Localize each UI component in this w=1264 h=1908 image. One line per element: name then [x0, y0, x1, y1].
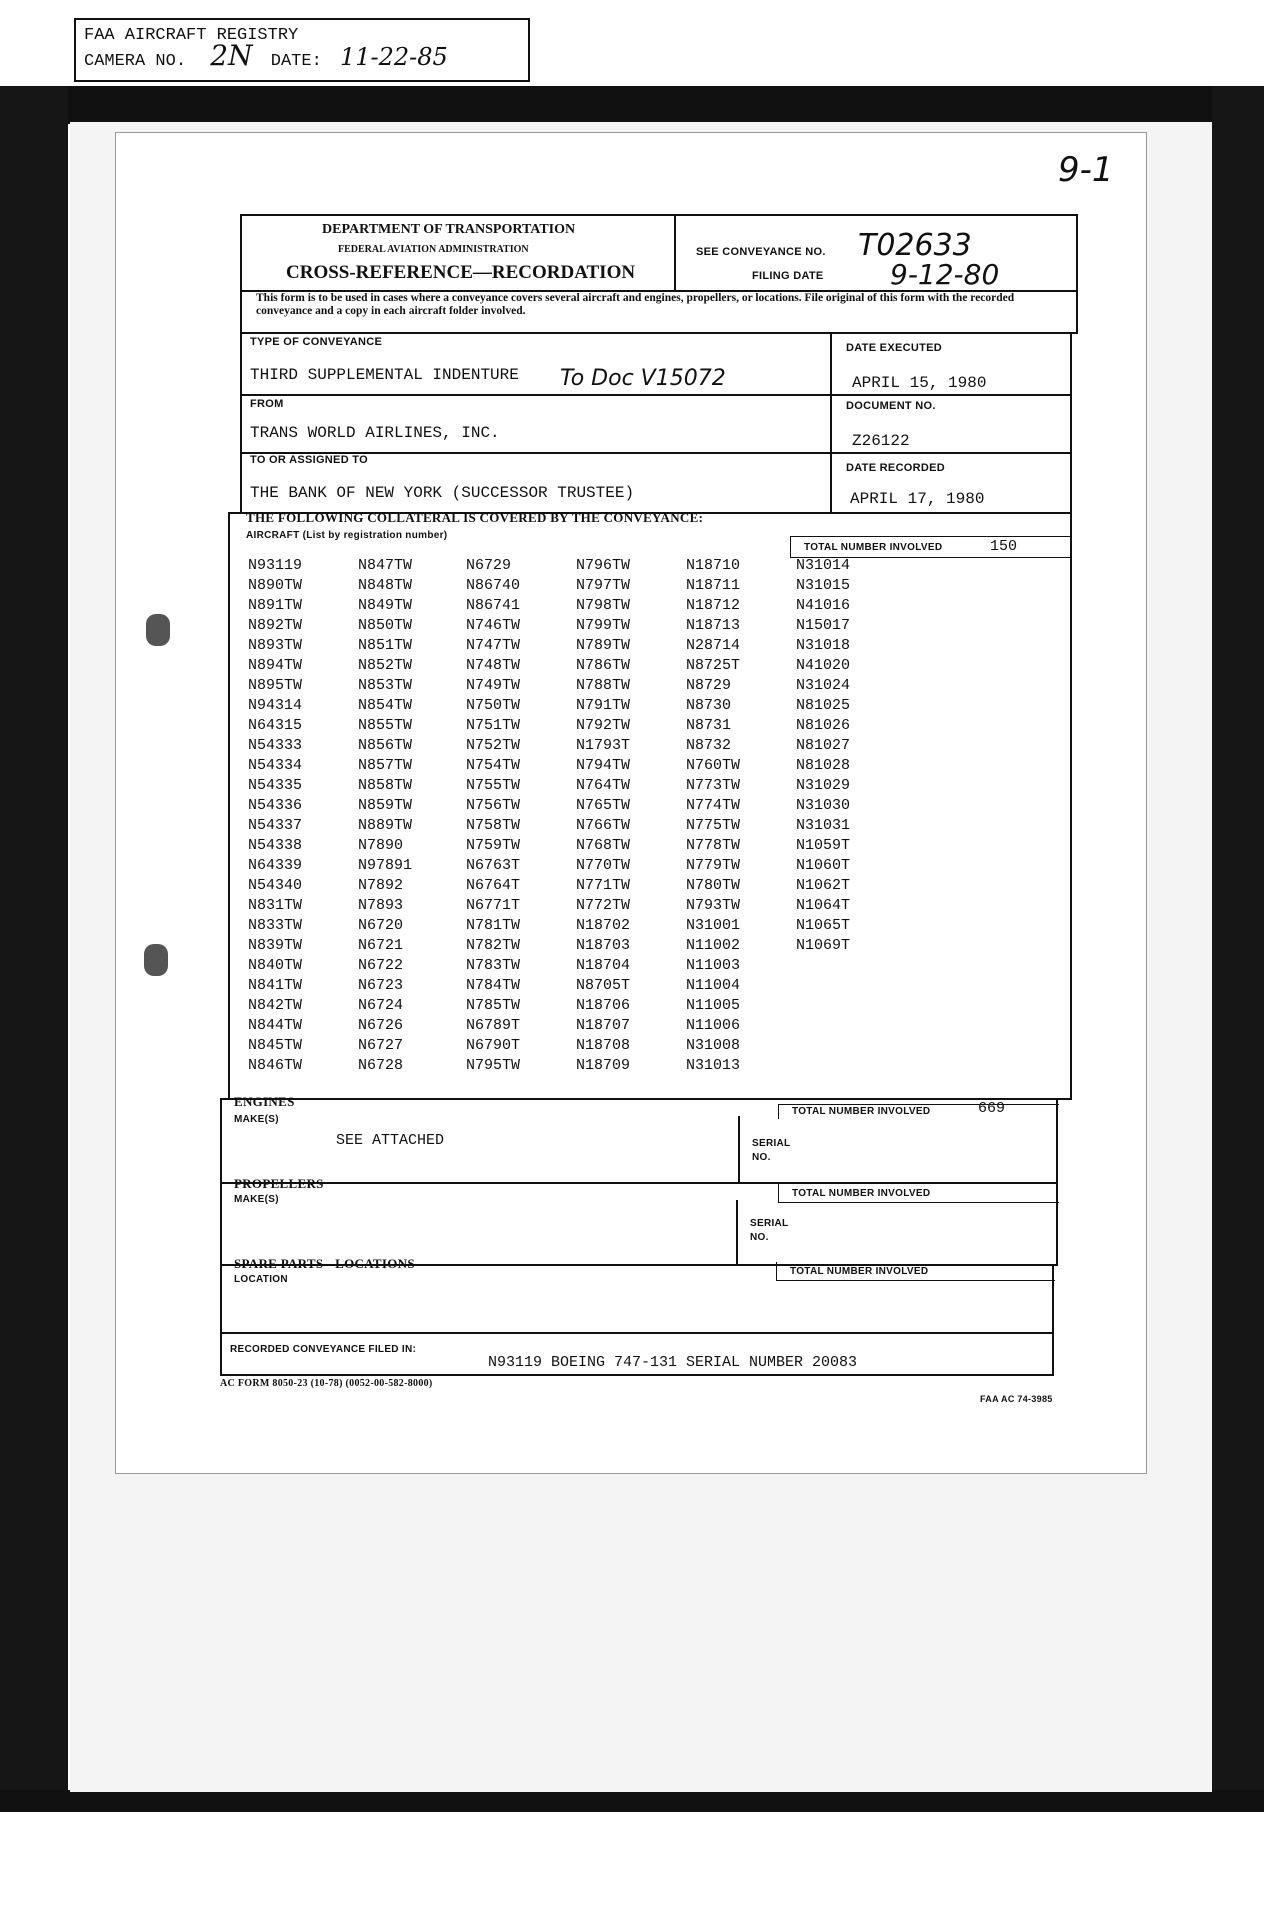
- divider: [830, 452, 1072, 454]
- aircraft-registration: N796TW: [576, 557, 631, 574]
- aircraft-column-5: [686, 556, 740, 1076]
- aircraft-registration: N771TW: [576, 877, 631, 894]
- aircraft-registration: N28714: [686, 637, 741, 654]
- aircraft-registration: N785TW: [466, 997, 521, 1014]
- form-title: CROSS-REFERENCE—RECORDATION: [286, 262, 636, 283]
- spare-total-label: TOTAL NUMBER INVOLVED: [790, 1266, 929, 1277]
- divider: [830, 394, 1072, 396]
- aircraft-registration: N6721: [358, 937, 404, 954]
- aircraft-column-2: [358, 556, 412, 1076]
- aircraft-registration: N750TW: [466, 697, 521, 714]
- punch-hole-bottom: [144, 944, 168, 976]
- dept-heading: DEPARTMENT OF TRANSPORTATION: [322, 222, 576, 237]
- registry-stamp: [74, 18, 530, 82]
- aircraft-registration: N6727: [358, 1037, 404, 1054]
- aircraft-registration: N54340: [248, 877, 303, 894]
- engines-serial-label: SERIAL: [752, 1138, 791, 1149]
- camera-label: CAMERA NO.: [84, 52, 187, 71]
- engines-total-value: 669: [978, 1100, 1006, 1117]
- scan-left-edge: [0, 86, 68, 1806]
- aircraft-registration: N31031: [796, 817, 851, 834]
- aircraft-registration: N64339: [248, 857, 303, 874]
- aircraft-registration: N770TW: [576, 857, 631, 874]
- aircraft-registration: N845TW: [248, 1037, 303, 1054]
- propellers-makes-label: MAKE(S): [234, 1194, 279, 1205]
- aircraft-registration: N774TW: [686, 797, 741, 814]
- aircraft-registration: N31001: [686, 917, 741, 934]
- aircraft-registration: N894TW: [248, 657, 303, 674]
- aircraft-registration: N11003: [686, 957, 741, 974]
- aircraft-registration: N854TW: [358, 697, 413, 714]
- date-executed-value: APRIL 15, 1980: [852, 374, 987, 392]
- aircraft-registration: N6789T: [466, 1017, 521, 1034]
- aircraft-registration: N749TW: [466, 677, 521, 694]
- aircraft-registration: N778TW: [686, 837, 741, 854]
- aircraft-registration: N31029: [796, 777, 851, 794]
- corner-note: 9-1: [1058, 150, 1114, 190]
- location-label: LOCATION: [234, 1274, 288, 1285]
- engines-makes-value: SEE ATTACHED: [336, 1132, 445, 1149]
- aircraft-registration: N41016: [796, 597, 851, 614]
- recorded-value: N93119 BOEING 747-131 SERIAL NUMBER 20083: [488, 1354, 858, 1371]
- aircraft-registration: N54338: [248, 837, 303, 854]
- aircraft-registration: N788TW: [576, 677, 631, 694]
- aircraft-registration: N8731: [686, 717, 732, 734]
- aircraft-registration: N833TW: [248, 917, 303, 934]
- stamp-date-label: DATE:: [270, 52, 322, 71]
- aircraft-registration: N798TW: [576, 597, 631, 614]
- aircraft-registration: N6722: [358, 957, 404, 974]
- form-number: AC FORM 8050-23 (10-78) (0052-00-582-8000): [220, 1378, 433, 1389]
- aircraft-registration: N8725T: [686, 657, 741, 674]
- aircraft-registration: N54337: [248, 817, 303, 834]
- aircraft-registration: N751TW: [466, 717, 521, 734]
- aircraft-registration: N842TW: [248, 997, 303, 1014]
- aircraft-registration: N31013: [686, 1057, 741, 1074]
- aircraft-registration: N6763T: [466, 857, 521, 874]
- aircraft-total-label: TOTAL NUMBER INVOLVED: [804, 542, 943, 553]
- aircraft-registration: N847TW: [358, 557, 413, 574]
- scan-dark-band: [0, 86, 1264, 124]
- aircraft-registration: N780TW: [686, 877, 741, 894]
- aircraft-registration: N768TW: [576, 837, 631, 854]
- aircraft-registration: N760TW: [686, 757, 741, 774]
- to-value: THE BANK OF NEW YORK (SUCCESSOR TRUSTEE): [250, 484, 635, 502]
- aircraft-registration: N848TW: [358, 577, 413, 594]
- aircraft-registration: N1793T: [576, 737, 631, 754]
- date-recorded-value: APRIL 17, 1980: [850, 490, 985, 508]
- aircraft-registration: N851TW: [358, 637, 413, 654]
- aircraft-registration: N857TW: [358, 757, 413, 774]
- doc-no-value: Z26122: [852, 432, 910, 450]
- aircraft-registration: N31024: [796, 677, 851, 694]
- aircraft-registration: N6724: [358, 997, 404, 1014]
- divider: [240, 394, 832, 396]
- aircraft-registration: N748TW: [466, 657, 521, 674]
- aircraft-registration: N18713: [686, 617, 741, 634]
- aircraft-registration: N783TW: [466, 957, 521, 974]
- aircraft-registration: N893TW: [248, 637, 303, 654]
- agency-heading: FEDERAL AVIATION ADMINISTRATION: [338, 244, 529, 255]
- aircraft-registration: N31015: [796, 577, 851, 594]
- doc-no-label: DOCUMENT NO.: [846, 400, 936, 412]
- aircraft-registration: N31014: [796, 557, 851, 574]
- aircraft-registration: N7890: [358, 837, 404, 854]
- propellers-total-label: TOTAL NUMBER INVOLVED: [792, 1188, 931, 1199]
- aircraft-column-4: [576, 556, 630, 1076]
- aircraft-registration: N94314: [248, 697, 303, 714]
- aircraft-registration: N764TW: [576, 777, 631, 794]
- aircraft-registration: N892TW: [248, 617, 303, 634]
- aircraft-registration: N54334: [248, 757, 303, 774]
- aircraft-registration: N786TW: [576, 657, 631, 674]
- aircraft-registration: N1062T: [796, 877, 851, 894]
- aircraft-registration: N752TW: [466, 737, 521, 754]
- aircraft-registration: N54336: [248, 797, 303, 814]
- aircraft-registration: N6720: [358, 917, 404, 934]
- aircraft-registration: N747TW: [466, 637, 521, 654]
- aircraft-registration: N18707: [576, 1017, 631, 1034]
- aircraft-column-3: [466, 556, 520, 1076]
- aircraft-registration: N6726: [358, 1017, 404, 1034]
- aircraft-registration: N97891: [358, 857, 413, 874]
- divider: [738, 1116, 740, 1184]
- aircraft-registration: N18712: [686, 597, 741, 614]
- aircraft-registration: N1069T: [796, 937, 851, 954]
- date-executed-label: DATE EXECUTED: [846, 342, 942, 354]
- aircraft-registration: N93119: [248, 557, 303, 574]
- aircraft-registration: N765TW: [576, 797, 631, 814]
- aircraft-registration: N31018: [796, 637, 851, 654]
- type-note: To Doc V15072: [560, 366, 726, 391]
- aircraft-registration: N11006: [686, 1017, 741, 1034]
- aircraft-box: [228, 512, 1072, 1100]
- aircraft-registration: N844TW: [248, 1017, 303, 1034]
- conveyance-no-value: T02633: [858, 228, 972, 263]
- conveyance-no-label: SEE CONVEYANCE NO.: [696, 246, 826, 258]
- type-label: TYPE OF CONVEYANCE: [250, 336, 383, 348]
- aircraft-registration: N891TW: [248, 597, 303, 614]
- aircraft-registration: N797TW: [576, 577, 631, 594]
- aircraft-registration: N754TW: [466, 757, 521, 774]
- aircraft-registration: N18702: [576, 917, 631, 934]
- aircraft-registration: N81025: [796, 697, 851, 714]
- aircraft-registration: N18703: [576, 937, 631, 954]
- aircraft-registration: N791TW: [576, 697, 631, 714]
- aircraft-registration: N853TW: [358, 677, 413, 694]
- aircraft-registration: N6729: [466, 557, 512, 574]
- aircraft-registration: N6790T: [466, 1037, 521, 1054]
- aircraft-registration: N795TW: [466, 1057, 521, 1074]
- aircraft-registration: N18704: [576, 957, 631, 974]
- scan-bottom-edge: [0, 1790, 1264, 1812]
- aircraft-registration: N831TW: [248, 897, 303, 914]
- aircraft-registration: N54333: [248, 737, 303, 754]
- aircraft-registration: N81026: [796, 717, 851, 734]
- aircraft-total-value: 150: [990, 538, 1018, 555]
- aircraft-label: AIRCRAFT (List by registration number): [246, 530, 448, 541]
- aircraft-registration: N81027: [796, 737, 851, 754]
- aircraft-registration: N793TW: [686, 897, 741, 914]
- aircraft-registration: N64315: [248, 717, 303, 734]
- aircraft-registration: N18711: [686, 577, 741, 594]
- spare-parts-heading: SPARE PARTS - LOCATIONS: [234, 1256, 415, 1271]
- camera-value: 2N: [210, 39, 253, 72]
- aircraft-registration: N855TW: [358, 717, 413, 734]
- aircraft-registration: N6728: [358, 1057, 404, 1074]
- aircraft-registration: N766TW: [576, 817, 631, 834]
- aircraft-registration: N779TW: [686, 857, 741, 874]
- aircraft-registration: N841TW: [248, 977, 303, 994]
- filing-date-label: FILING DATE: [752, 270, 824, 282]
- divider: [736, 1200, 738, 1266]
- stamp-date-value: 11-22-85: [339, 43, 448, 71]
- aircraft-registration: N6723: [358, 977, 404, 994]
- aircraft-registration: N1060T: [796, 857, 851, 874]
- aircraft-registration: N6764T: [466, 877, 521, 894]
- aircraft-registration: N758TW: [466, 817, 521, 834]
- aircraft-registration: N781TW: [466, 917, 521, 934]
- engines-serial-no-label: NO.: [752, 1152, 771, 1163]
- aircraft-registration: N1064T: [796, 897, 851, 914]
- aircraft-registration: N86740: [466, 577, 521, 594]
- aircraft-registration: N840TW: [248, 957, 303, 974]
- aircraft-registration: N11004: [686, 977, 741, 994]
- aircraft-registration: N850TW: [358, 617, 413, 634]
- scan-right-edge: [1212, 86, 1264, 1806]
- aircraft-registration: N890TW: [248, 577, 303, 594]
- aircraft-registration: N895TW: [248, 677, 303, 694]
- aircraft-registration: N789TW: [576, 637, 631, 654]
- to-label: TO OR ASSIGNED TO: [250, 454, 368, 466]
- aircraft-registration: N784TW: [466, 977, 521, 994]
- aircraft-registration: N86741: [466, 597, 521, 614]
- punch-hole-top: [146, 614, 170, 646]
- from-label: FROM: [250, 398, 284, 410]
- instructions-text: This form is to be used in cases where a conveyance covers several aircraft and engines, propellers, or locations. File original of this form with the recorded conveyance and a copy in each aircraft folder involved.: [256, 292, 1015, 317]
- aircraft-registration: N1065T: [796, 917, 851, 934]
- aircraft-registration: N889TW: [358, 817, 413, 834]
- aircraft-registration: N54335: [248, 777, 303, 794]
- aircraft-registration: N11002: [686, 937, 741, 954]
- aircraft-registration: N858TW: [358, 777, 413, 794]
- aircraft-registration: N15017: [796, 617, 851, 634]
- aircraft-registration: N772TW: [576, 897, 631, 914]
- aircraft-registration: N31008: [686, 1037, 741, 1054]
- aircraft-registration: N839TW: [248, 937, 303, 954]
- aircraft-registration: N8729: [686, 677, 732, 694]
- aircraft-registration: N18709: [576, 1057, 631, 1074]
- aircraft-registration: N8705T: [576, 977, 631, 994]
- collateral-heading: THE FOLLOWING COLLATERAL IS COVERED BY THE CONVEYANCE:: [246, 510, 704, 525]
- aircraft-registration: N799TW: [576, 617, 631, 634]
- aircraft-registration: N775TW: [686, 817, 741, 834]
- engines-makes-label: MAKE(S): [234, 1114, 279, 1125]
- aircraft-column-1: [248, 556, 302, 1076]
- aircraft-registration: N18710: [686, 557, 741, 574]
- from-value: TRANS WORLD AIRLINES, INC.: [250, 424, 500, 442]
- aircraft-registration: N773TW: [686, 777, 741, 794]
- aircraft-registration: N846TW: [248, 1057, 303, 1074]
- aircraft-registration: N759TW: [466, 837, 521, 854]
- date-recorded-label: DATE RECORDED: [846, 462, 946, 474]
- recorded-label: RECORDED CONVEYANCE FILED IN:: [230, 1344, 417, 1355]
- aircraft-registration: N18708: [576, 1037, 631, 1054]
- engines-heading: ENGINES: [234, 1094, 295, 1109]
- propellers-heading: PROPELLERS: [234, 1176, 324, 1191]
- aircraft-registration: N6771T: [466, 897, 521, 914]
- aircraft-registration: N7892: [358, 877, 404, 894]
- aircraft-registration: N31030: [796, 797, 851, 814]
- aircraft-registration: N859TW: [358, 797, 413, 814]
- aircraft-registration: N746TW: [466, 617, 521, 634]
- aircraft-registration: N8732: [686, 737, 732, 754]
- aircraft-registration: N794TW: [576, 757, 631, 774]
- aircraft-registration: N856TW: [358, 737, 413, 754]
- aircraft-registration: N18706: [576, 997, 631, 1014]
- aircraft-registration: N81028: [796, 757, 851, 774]
- aircraft-registration: N852TW: [358, 657, 413, 674]
- aircraft-registration: N7893: [358, 897, 404, 914]
- engines-total-label: TOTAL NUMBER INVOLVED: [792, 1106, 931, 1117]
- aircraft-registration: N849TW: [358, 597, 413, 614]
- aircraft-registration: N1059T: [796, 837, 851, 854]
- aircraft-registration: N41020: [796, 657, 851, 674]
- aircraft-registration: N782TW: [466, 937, 521, 954]
- aircraft-registration: N756TW: [466, 797, 521, 814]
- propellers-serial-label: SERIAL: [750, 1218, 789, 1229]
- aircraft-registration: N11005: [686, 997, 741, 1014]
- filing-date-value: 9-12-80: [890, 258, 1000, 291]
- type-value: THIRD SUPPLEMENTAL INDENTURE: [250, 366, 519, 384]
- aircraft-registration: N755TW: [466, 777, 521, 794]
- aircraft-registration: N8730: [686, 697, 732, 714]
- aircraft-column-6: [796, 556, 850, 956]
- aircraft-registration: N792TW: [576, 717, 631, 734]
- faa-code: FAA AC 74-3985: [980, 1394, 1053, 1404]
- propellers-serial-no-label: NO.: [750, 1232, 769, 1243]
- stamp-title: FAA AIRCRAFT REGISTRY: [84, 26, 299, 45]
- conveyance-right-box: [830, 332, 1072, 514]
